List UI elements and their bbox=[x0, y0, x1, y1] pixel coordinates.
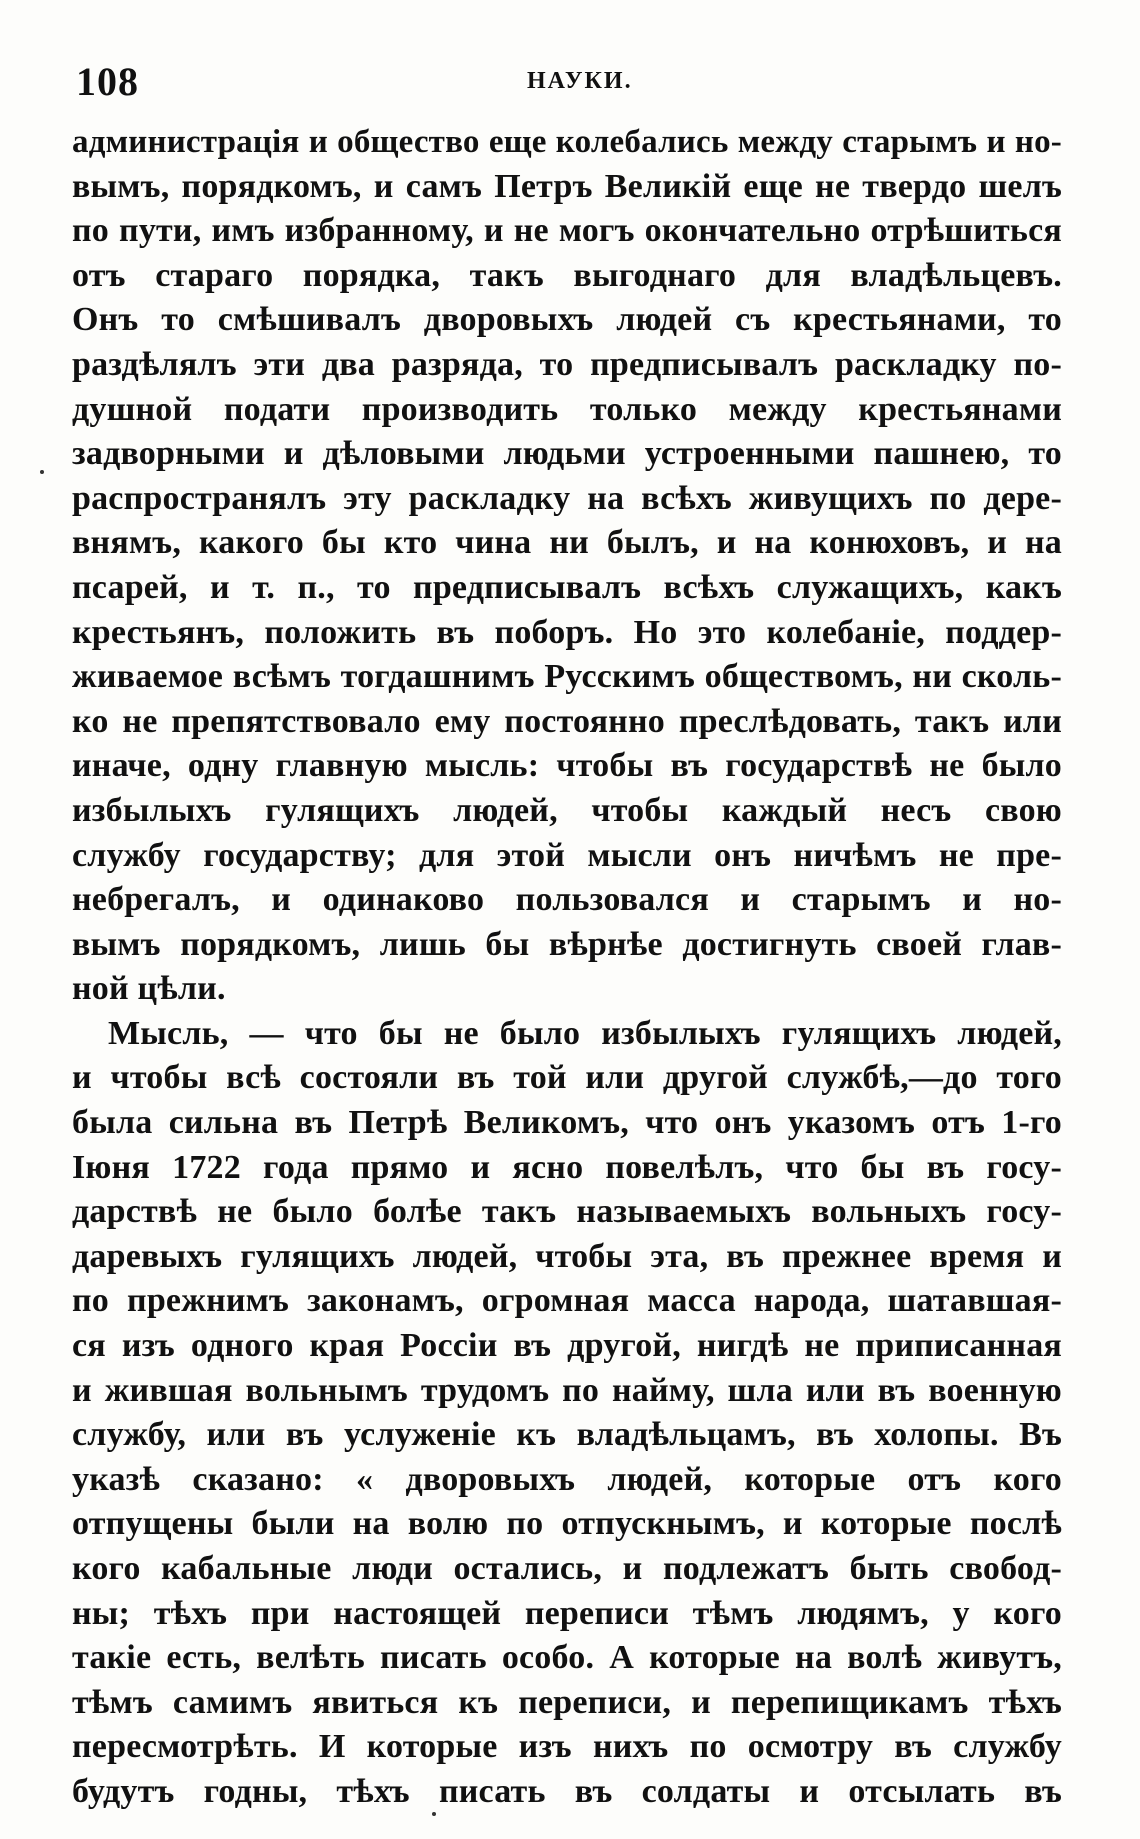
print-speck bbox=[40, 470, 44, 474]
text-line: распространялъ эту раскладку на всѣхъ живущихъ по дере- bbox=[72, 479, 1062, 517]
text-line: избылыхъ гулящихъ людей, чтобы каждый несъ свою bbox=[72, 791, 1062, 829]
paragraph-1 bbox=[72, 120, 1062, 1012]
text-line: внямъ, какого бы кто чина ни былъ, и на конюховъ, и на bbox=[72, 524, 1062, 562]
page-header bbox=[72, 58, 1062, 118]
text-line: душной подати производить только между крестьянами bbox=[72, 390, 1062, 428]
text-line: раздѣлялъ эти два разряда, то предписывалъ раскладку по- bbox=[72, 345, 1062, 383]
text-line: дарствѣ не было болѣе такъ называемыхъ вольныхъ госу- bbox=[72, 1193, 1062, 1231]
text-line: по прежнимъ законамъ, огромная масса народа, шатавшая- bbox=[72, 1282, 1062, 1320]
text-line: Онъ то смѣшивалъ дворовыхъ людей съ крестьянами, то bbox=[72, 301, 1062, 339]
text-line: ны; тѣхъ при настоящей переписи тѣмъ людямъ, у кого bbox=[72, 1594, 1062, 1632]
text-line: такіе есть, велѣть писать особо. А которые на волѣ живутъ, bbox=[72, 1639, 1062, 1677]
text-line: ко не препятствовало ему постоянно преслѣдовать, такъ или bbox=[72, 702, 1062, 740]
text-line: службу, или въ услуженіе къ владѣльцамъ, въ холопы. Въ bbox=[72, 1416, 1062, 1454]
page-number: 108 bbox=[76, 59, 139, 104]
running-head: НАУКИ. bbox=[527, 68, 633, 94]
text-line: ся изъ одного края Россіи въ другой, нигдѣ не приписанная bbox=[72, 1327, 1062, 1365]
text-line: живаемое всѣмъ тогдашнимъ Русскимъ обществомъ, ни сколь- bbox=[72, 658, 1062, 696]
text-line: службу государству; для этой мысли онъ ничѣмъ не пре- bbox=[72, 836, 1062, 874]
text-line: была сильна въ Петрѣ Великомъ, что онъ указомъ отъ 1-го bbox=[72, 1104, 1062, 1142]
text-line: тѣмъ самимъ явиться къ переписи, и перепищикамъ тѣхъ bbox=[72, 1683, 1062, 1721]
text-line: крестьянъ, положить въ поборъ. Но это колебаніе, поддер- bbox=[72, 613, 1062, 651]
text-line: кого кабальные люди остались, и подлежатъ быть свобод- bbox=[72, 1550, 1062, 1587]
text-line: по пути, имъ избранному, и не могъ окончательно отрѣшиться bbox=[72, 212, 1062, 250]
text-line: администрація и общество еще колебались между старымъ и но- bbox=[72, 124, 1062, 160]
text-line: указѣ сказано: « дворовыхъ людей, которые отъ кого bbox=[72, 1460, 1062, 1498]
print-speck bbox=[432, 1812, 436, 1816]
text-line: будутъ годны, тѣхъ писать въ солдаты и отсылать въ bbox=[72, 1772, 1062, 1810]
text-line: отпущены были на волю по отпускнымъ, и которые послѣ bbox=[72, 1505, 1062, 1543]
text-line: вымъ, порядкомъ, и самъ Петръ Великій еще не твердо шелъ bbox=[72, 167, 1062, 205]
paragraph-2 bbox=[72, 1012, 1062, 1815]
text-line: отъ стараго порядка, такъ выгоднаго для владѣльцевъ. bbox=[72, 256, 1062, 294]
text-line: и чтобы всѣ состояли въ той или другой службѣ,—до того bbox=[72, 1059, 1062, 1097]
text-line: псарей, и т. п., то предписывалъ всѣхъ служащихъ, какъ bbox=[72, 568, 1062, 606]
text-line: пересмотрѣть. И которые изъ нихъ по осмотру въ службу bbox=[72, 1728, 1062, 1766]
text-line: Мысль, — что бы не было избылыхъ гулящихъ людей, bbox=[108, 1014, 1062, 1052]
text-line: иначе, одну главную мысль: чтобы въ государствѣ не было bbox=[72, 747, 1062, 785]
text-line: и жившая вольнымъ трудомъ по найму, шла или въ военную bbox=[72, 1371, 1062, 1409]
text-line: вымъ порядкомъ, лишь бы вѣрнѣе достигнуть своей глав- bbox=[72, 925, 1062, 963]
text-line: небрегалъ, и одинаково пользовался и старымъ и но- bbox=[72, 881, 1062, 919]
text-line: Іюня 1722 года прямо и ясно повелѣлъ, что бы въ госу- bbox=[72, 1148, 1062, 1186]
text-line: даревыхъ гулящихъ людей, чтобы эта, въ прежнее время и bbox=[72, 1237, 1062, 1275]
text-line: задворными и дѣловыми людьми устроенными пашнею, то bbox=[72, 435, 1062, 473]
body-text bbox=[72, 120, 1062, 1815]
text-line: ной цѣли. bbox=[72, 970, 226, 1008]
